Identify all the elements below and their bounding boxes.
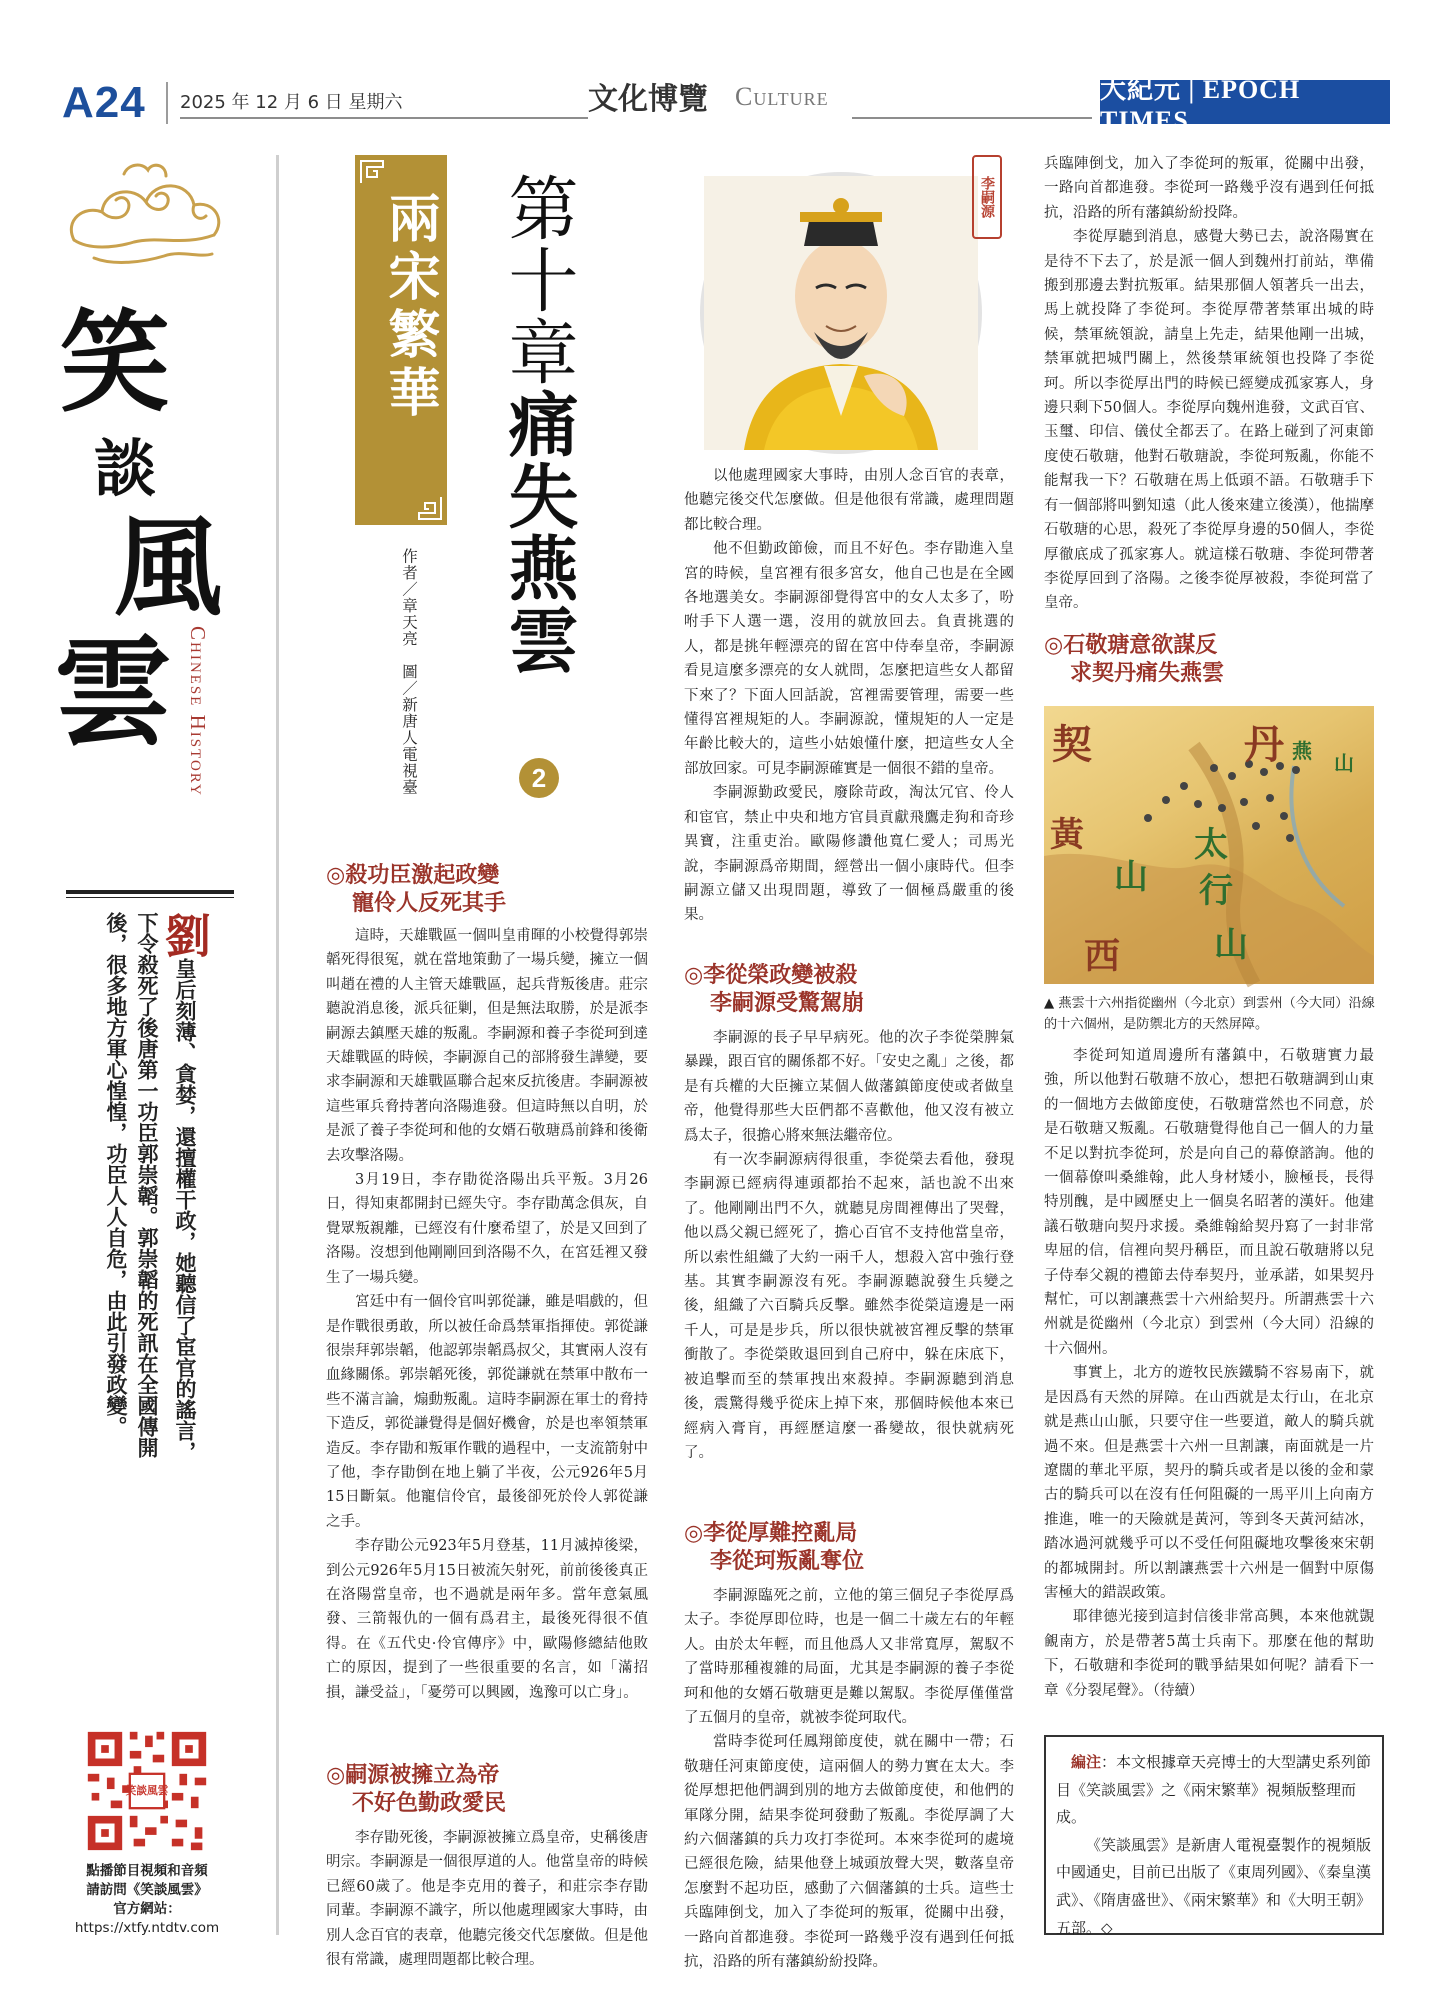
article-body (326, 1826, 648, 1969)
article-body (1044, 1044, 1374, 1729)
paragraph: 李存勖公元923年5月登基，11月滅掉後梁，到公元926年5月15日被流矢射死，前前後後真正在洛陽當皇帝，也不過就是兩年多。當年意氣風發、三箭報仇的一個有爲君主，最後死得很不值得。在《五代史·伶官傳序》中，歐陽修總結他敗亡的原因，提到了一些很重要的名言，如「滿招損，謙受益」，「憂勞可以興國，逸豫可以亡身」。 (326, 1538, 648, 1701)
subhead (326, 1762, 506, 1818)
caption-seal: 李嗣源 (972, 155, 1002, 239)
paragraph: 有一次李嗣源病得很重，李從榮去看他，發現李嗣源已經病得連頭都抬不起來，話也說不出來了。他剛剛出門不久，就聽見房間裡傳出了哭聲，他以爲父親已經死了，擔心百官不支持他當皇帝，所以索性組織了大約一兩千人，想殺入宮中強行登基。其實李嗣源沒有死。李嗣源聽說發生兵變之後，組織了六百騎兵反擊。雖然李從榮這邊是一兩千人，可是是步兵，所以很快就被宮裡反擊的禁軍衝散了。李從榮敗退回到自己府中，躲在床底下，被追擊而至的禁軍拽出來殺掉。李嗣源聽到消息後，震驚得幾乎從床上掉下來，那個時候他本來已經病入膏肓，再經歷這麼一番變故，很快就病死了。 (684, 1152, 1014, 1461)
paragraph: 3月19日，李存勖從洛陽出兵平叛。3月26日，得知東都開封已經失守。李存勖萬念俱灰，自覺眾叛親離，已經沒有什麼希望了，於是又回到了洛陽。沒想到他剛剛回到洛陽不久，在宮廷裡又發生了一場兵變。 (326, 1172, 648, 1286)
editor-note-text: ：本文根據章天亮博士的大型講史系列節目《笑談風雲》之《兩宋繁華》視頻版整理而成。 (1056, 1753, 1372, 1827)
divider (66, 890, 234, 894)
chapter-title: 痛失燕雲 (497, 388, 579, 676)
paragraph: 當時李從珂任鳳翔節度使，就在關中一帶；石敬瑭任河東節度使，這兩個人的勢力實在太大。李從厚想把他們調到別的地方去做節度使，和他們的軍隊分開，結果李從珂發動了叛亂。李從厚調了大約六個藩鎮的兵力攻打李從珂。本來李從珂的處境已經很危險，結果他登上城頭放聲大哭，數落皇帝怎麼對不起功臣，感動了六個藩鎮的士兵。這些士兵臨陣倒戈，加入了李從珂的叛軍，從關中出發，一路向首都進發。李從珂一路幾乎沒有遇到任何抵抗，沿路的所有藩鎮紛紛投降。 (684, 1734, 1014, 1971)
subhead (684, 962, 864, 1018)
paragraph: 李存勖死後，李嗣源被擁立爲皇帝，史稱後唐明宗。李嗣源是一個很厚道的人。他當皇帝的時候已經60歲了。他是李克用的養子，和莊宗李存勖同輩。李嗣源不識字，所以他處理國家大事時，由別人念百官的表章，他聽完後交代怎麼做。但是他很有常識，處理問題都比較合理。 (326, 1830, 648, 1969)
paragraph: 李嗣源臨死之前，立他的第三個兒子李從厚爲太子。李從厚即位時，也是一個二十歲左右的年輕人。由於太年輕，而且他爲人又非常寬厚，駕馭不了當時那種複雜的局面，尤其是李嗣源的養子李從珂和他的女婿石敬瑭更是難以駕馭。李從厚僅僅當了五個月的皇帝，就被李從珂取代。 (684, 1588, 1014, 1727)
article-body (684, 464, 1014, 928)
subhead-line: 寵伶人反死其手 (352, 891, 507, 916)
subhead-line: 求契丹痛失燕雲 (1070, 661, 1225, 686)
header-rule (852, 117, 1092, 119)
subhead-line: ◎李從榮政變被殺 (684, 963, 858, 988)
map-label: 丹 (1244, 721, 1284, 768)
subhead-line: ◎殺功臣激起政變 (326, 863, 500, 888)
subhead-line: 不好色勤政愛民 (352, 1791, 507, 1816)
intro-dropcap: 劉 (158, 912, 212, 958)
cloud-ornament-icon (54, 150, 234, 280)
byline: 作者／章天亮 圖／新唐人電視臺 (400, 548, 418, 796)
subhead-line: 李嗣源受驚駕崩 (710, 991, 865, 1016)
section-title-en: Culture (735, 82, 829, 111)
column-title-char: 笑 (60, 298, 170, 427)
intro-text: 皇后刻薄、貪婪，還擅權干政，她聽信了宦官的謠言，下令殺死了後唐第一功臣郭崇韜。郭崇韜的死訊在全國傳開後，很多地方軍心惶惶，功臣人人自危，由此引發政變。 (104, 912, 197, 1462)
qr-badge: 笑談風雲 (125, 1784, 169, 1798)
portrait-image (700, 172, 982, 454)
map-illustration (1044, 706, 1374, 984)
article-body (684, 1584, 1014, 1971)
fret-corner-icon (417, 495, 443, 521)
map-image (1044, 706, 1374, 984)
section-title: 文化博覽 (588, 82, 708, 117)
paragraph: 以他處理國家大事時，由別人念百官的表章，他聽完後交代怎麼做。但是他很有常識，處理問題都比較合理。 (684, 468, 1014, 533)
map-label: 山 (1114, 857, 1148, 897)
paragraph: 兵臨陣倒戈，加入了李從珂的叛軍，從關中出發，一路向首都進發。李從珂一路幾乎沒有遇到任何抵抗，沿路的所有藩鎮紛紛投降。 (1044, 156, 1374, 221)
article-body (1044, 152, 1374, 612)
masthead-logo[interactable]: 大紀元 | EPOCH TIMES (1100, 80, 1390, 124)
divider (66, 897, 234, 898)
map-label: 山 (1334, 751, 1354, 775)
qr-caption (62, 1862, 232, 1938)
column-title-char: 風 (114, 505, 223, 631)
subhead-line: ◎石敬瑭意欲謀反 (1044, 633, 1218, 658)
map-label: 太 (1194, 825, 1228, 865)
qr-caption-link[interactable]: https://xtfy.ntdtv.com (74, 1920, 220, 1936)
column-title-char: 談 (94, 432, 157, 505)
editor-note-paragraph (1056, 1749, 1374, 1832)
subhead (326, 862, 506, 918)
paragraph: 宮廷中有一個伶官叫郭從謙，雖是唱戲的，但是作戰很勇敢，所以被任命爲禁軍指揮使。郭從謙很崇拜郭崇韜，他認郭崇韜爲叔父，其實兩人沒有血緣關係。郭崇韜死後，郭從謙就在禁軍中散布一些不滿言論，煽動叛亂。這時李嗣源在軍士的脅持下造反，郭從謙覺得是個好機會，於是也率領禁軍造反。李存勖和叛軍作戰的過程中，一支流箭射中了他，李存勖倒在地上躺了半夜，公元926年5月15日斷氣。他寵信伶官，最後卻死於伶人郭從謙之手。 (326, 1294, 648, 1530)
fret-corner-icon (359, 159, 385, 185)
map-label: 燕 (1292, 739, 1312, 763)
map-label: 契 (1052, 721, 1092, 768)
column-title-en: Chinese History (186, 626, 210, 797)
paragraph: 李從珂知道周邊所有藩鎮中，石敬瑭實力最強，所以他對石敬瑭不放心，想把石敬瑭調到山東的一個地方去做節度使，石敬瑭當然也不同意，於是石敬瑭又叛亂。石敬瑭覺得他自己一個人的力量不足以對抗李從珂，於是向自己的幕僚諮詢。他的一個幕僚叫桑維翰，此人身材矮小，臉極長，長得特別醜，是中國歷史上一個臭名昭著的漢奸。他建議石敬瑭向契丹求援。桑維翰給契丹寫了一封非常卑屈的信，信裡向契丹稱臣，而且說石敬瑭將以兒子侍奉父親的禮節去侍奉契丹，並承諾，如果契丹幫忙，可以割讓燕雲十六州給契丹。所謂燕雲十六州就是從幽州（今北京）到雲州（今大同）沿線的十六個州。 (1044, 1048, 1374, 1357)
page-number: A24 (62, 78, 146, 127)
paragraph: 耶律德光接到這封信後非常高興，本來他就覬覦南方，於是帶著5萬士兵南下。那麼在他的幫助下，石敬瑭和李從珂的戰爭結果如何呢？請看下一章《分裂尾聲》。（待續） (1044, 1609, 1374, 1699)
issue-date: 2025 年 12 月 6 日 星期六 (180, 92, 403, 113)
map-label: 行 (1199, 871, 1233, 911)
paragraph: 他不但勤政節儉，而且不好色。李存勖進入皇宮的時候，皇宮裡有很多宮女，他自己也是在全國各地選美女。李嗣源卻覺得宮中的女人太多了，吩咐手下人選一選，沒用的就放回去。負責挑選的人，都是挑年輕漂亮的留在宮中侍奉皇帝，李嗣源看見這麼多漂亮的女人就問，怎麼把這些女人都留下來了？下面人回話說，宮裡需要管理，需要一些懂得宮裡規矩的人。李嗣源說，懂規矩的人一定是年齡比較大的，這些小姑娘懂什麼，把這些女人全部放回家。可見李嗣源確實是一個很不錯的皇帝。 (684, 541, 1014, 777)
chapter-heading (494, 172, 582, 676)
qr-caption-line: 官方網站： (113, 1901, 181, 1917)
subhead-line: ◎嗣源被擁立為帝 (326, 1763, 500, 1788)
series-banner (355, 155, 447, 525)
header-divider (166, 82, 168, 124)
column-gutter (276, 155, 279, 1935)
map-label: 山 (1214, 925, 1248, 965)
chapter-number: 第十章 (497, 172, 579, 388)
column-title-char: 雲 (54, 623, 173, 762)
map-caption: ▲ 燕雲十六州指從幽州（今北京）到雲州（今大同）沿線的十六個州，是防禦北方的天然屏障。 (1044, 996, 1375, 1032)
subhead-line: 李從珂叛亂奪位 (710, 1549, 865, 1574)
article-body (326, 924, 648, 1705)
paragraph: 事實上，北方的遊牧民族鐵騎不容易南下，就是因爲有天然的屏障。在山西就是太行山，在北京就是燕山山脈，只要守住一些要道，敵人的騎兵就過不來。但是燕雲十六州一旦割讓，南面就是一片遼闊的華北平原，契丹的騎兵或者是以後的金和蒙古的騎兵可以在沒有任何阻礙的一馬平川上向南方推進，唯一的天險就是黃河，等到冬天黃河結冰，踏冰過河就幾乎可以不受任何阻礙地攻擊後來宋朝的都城開封。所以割讓燕雲十六州是一個對中原傷害極大的錯誤政策。 (1044, 1365, 1374, 1601)
map-label: 黃 (1050, 815, 1084, 855)
editor-note-paragraph: 《笑談風雲》是新唐人電視臺製作的視頻版中國通史，目前已出版了《東周列國》、《秦皇漢武》、《隋唐盛世》、《兩宋繁華》和《大明王朝》五部。◇ (1056, 1835, 1372, 1937)
paragraph: 李嗣源勤政愛民，廢除苛政，淘汰冗官、伶人和宦官，禁止中央和地方官員貢獻飛鷹走狗和奇珍異寶，注重吏治。歐陽修讚他寬仁愛人；司馬光說，李嗣源爲帝期間，經營出一個小康時代。但李嗣源立儲又出現問題，導致了一個極爲嚴重的後果。 (684, 785, 1014, 924)
editor-note (1056, 1749, 1374, 1942)
map-label: 西 (1084, 935, 1121, 977)
article-body (684, 1026, 1014, 1465)
subhead (684, 1520, 864, 1576)
paragraph: 這時，天雄戰區一個叫皇甫暉的小校覺得郭崇韜死得很冤，就在當地策動了一場兵變，擁立一個叫趙在禮的人主管天雄戰區，起兵背叛後唐。莊宗聽說消息後，派兵征剿，但是無法取勝，於是派李嗣源去鎮壓天雄的叛亂。李嗣源和養子李從珂到達天雄戰區的時候，李嗣源自己的部將發生譁變，要求李嗣源和天雄戰區聯合起來反抗後唐。李嗣源被這些軍兵脅持著向洛陽進發。但這時無以自明，於是派了養子李從珂和他的女婿石敬瑭爲前鋒和後衛去攻擊洛陽。 (326, 928, 648, 1164)
emperor-portrait-icon (704, 176, 978, 450)
qr-caption-line: 請訪問《笑談風雲》 (86, 1882, 208, 1898)
editor-note-box (1044, 1735, 1384, 1935)
editor-note-label: 編注 (1071, 1753, 1102, 1771)
qr-caption-line: 點播節目視頻和音頻 (86, 1863, 208, 1879)
paragraph: 李從厚聽到消息，感覺大勢已去，說洛陽實在是待不下去了，於是派一個人到魏州打前站，準備搬到那邊去對抗叛軍。結果那個人領著兵一出去，馬上就投降了李從珂。李從厚帶著禁軍出城的時候，禁軍統領說，請皇上先走，結果他剛一出城，禁軍就把城門關上，然後禁軍統領也投降了李從珂。所以李從厚出門的時候已經變成孤家寡人，身邊只剩下50個人。李從厚向魏州進發，文武百官、玉璽、印信、儀仗全都丟了。在路上碰到了河東節度使石敬瑭，他對石敬瑭說，李從珂叛亂，你能不能幫我一下？石敬瑭在馬上低頭不語。石敬瑭手下有一個部將叫劉知遠（此人後來建立後漢），他揣摩石敬瑭的心思，殺死了李從厚身邊的50個人，李從厚徹底成了孤家寡人。就這樣石敬瑭、李從珂帶著李從厚回到了洛陽。之後李從厚被殺，李從珂當了皇帝。 (1044, 229, 1374, 612)
episode-badge: 2 (519, 758, 559, 798)
subhead-line: ◎李從厚難控亂局 (684, 1521, 858, 1546)
qr-code-icon[interactable] (82, 1726, 212, 1856)
paragraph: 李嗣源的長子早早病死。他的次子李從榮脾氣暴躁，跟百官的關係都不好。「安史之亂」之後，都是有兵權的大臣擁立某個人做藩鎮節度使或者做皇帝，他覺得那些大臣們都不喜歡他，他又沒有被立爲太子，很擔心將來無法繼帝位。 (684, 1030, 1014, 1144)
header-rule (180, 117, 588, 119)
column-intro (88, 912, 212, 1472)
series-title: 兩宋繁華 (379, 191, 439, 423)
subhead (1044, 632, 1224, 688)
